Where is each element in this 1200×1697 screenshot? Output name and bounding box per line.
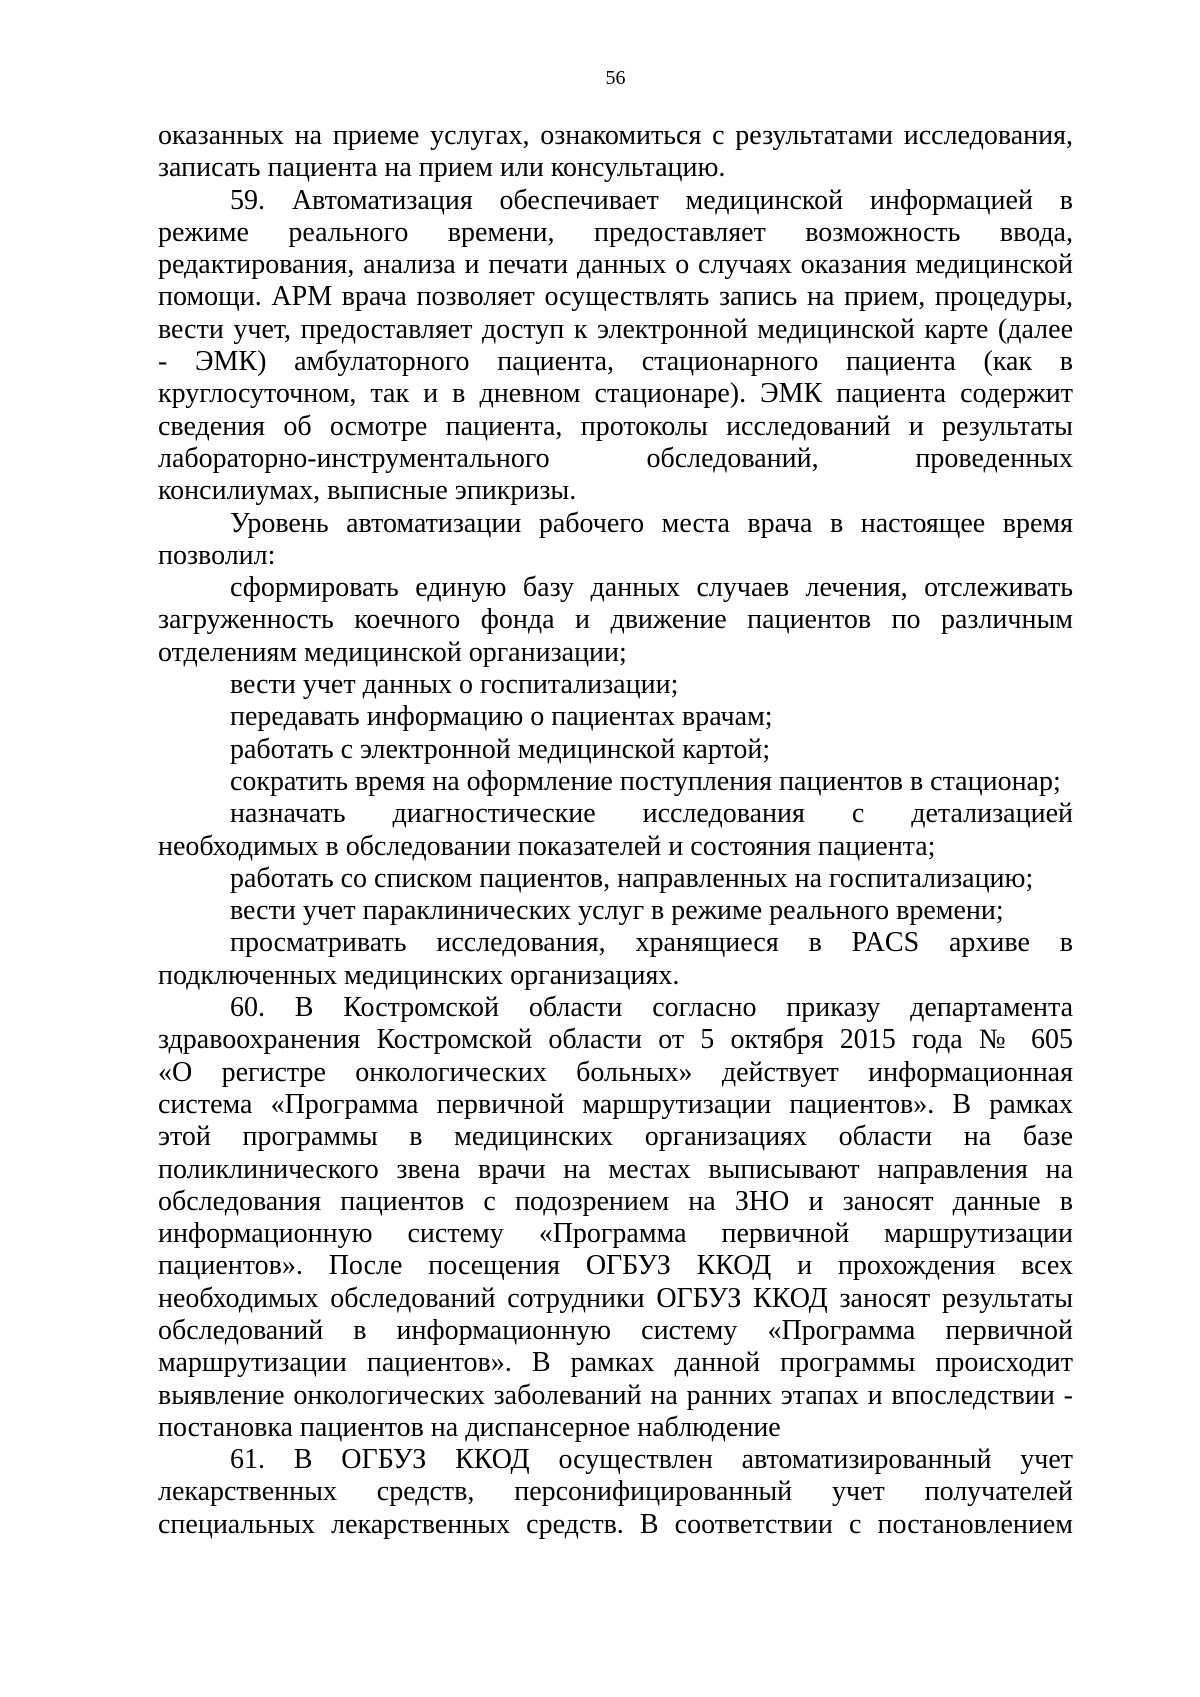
text-line: необходимых в обследовании показателей и состояния пациента;	[158, 830, 936, 862]
text-line: работать с электронной медицинской картой;	[230, 733, 771, 765]
text-line: 60. В Костромской области согласно приказу департамента	[230, 992, 1073, 1024]
text-line: работать со списком пациентов, направленных на госпитализацию;	[230, 862, 1034, 894]
text-line: необходимых обследований сотрудники ОГБУЗ ККОД заносят результаты	[158, 1282, 1073, 1314]
text-line: оказанных на приеме услугах, ознакомиться с результатами исследования,	[158, 120, 1073, 151]
text-line: просматривать исследования, хранящиеся в PACS архиве в	[230, 927, 1073, 959]
text-line: Уровень автоматизации рабочего места врача в настоящее время	[230, 507, 1073, 539]
text-line: информационную систему «Программа первичной маршрутизации	[158, 1218, 1073, 1250]
text-line: 61. В ОГБУЗ ККОД осуществлен автоматизированный учет	[230, 1444, 1073, 1476]
text-line: редактирования, анализа и печати данных о случаях оказания медицинской	[158, 249, 1073, 281]
text-line: этой программы в медицинских организациях области на базе	[158, 1121, 1073, 1153]
text-line: постановка пациентов на диспансерное наблюдение	[158, 1411, 781, 1443]
text-line: здравоохранения Костромской области от 5 октября 2015 года № 605	[158, 1024, 1073, 1056]
text-line: назначать диагностические исследования с детализацией	[230, 798, 1073, 830]
text-line: помощи. АРМ врача позволяет осуществлять запись на прием, процедуры,	[158, 281, 1073, 313]
text-line: режиме реального времени, предоставляет возможность ввода,	[158, 216, 1073, 248]
text-line: выявление онкологических заболеваний на ранних этапах и впоследствии -	[158, 1379, 1073, 1411]
text-line: вести учет параклинических услуг в режиме реального времени;	[230, 895, 1004, 927]
text-line: загруженность коечного фонда и движение пациентов по различным	[158, 604, 1073, 636]
text-line: - ЭМК) амбулаторного пациента, стационарного пациента (как в	[158, 346, 1073, 378]
text-line: обследования пациентов с подозрением на ЗНО и заносят данные в	[158, 1185, 1073, 1217]
text-line: обследований в информационную систему «Программа первичной	[158, 1314, 1073, 1346]
text-line: круглосуточном, так и в дневном стационаре). ЭМК пациента содержит	[158, 378, 1073, 410]
text-line: позволил:	[158, 539, 276, 571]
text-line: «О регистре онкологических больных» действует информационная	[158, 1056, 1073, 1088]
text-line: лабораторно-инструментального обследований, проведенных	[158, 442, 1073, 474]
text-line: система «Программа первичной маршрутизации пациентов». В рамках	[158, 1088, 1073, 1120]
text-line: поликлинического звена врачи на местах выписывают направления на	[158, 1153, 1073, 1185]
page-number: 56	[605, 67, 626, 89]
text-line: подключенных медицинских организациях.	[158, 959, 680, 991]
text-line: передавать информацию о пациентах врачам;	[230, 701, 773, 733]
text-line: вести учет, предоставляет доступ к электронной медицинской карте (далее	[158, 313, 1073, 345]
text-line: отделениям медицинской организации;	[158, 636, 627, 668]
text-line: лекарственных средств, персонифицированный учет получателей	[158, 1476, 1073, 1508]
text-line: консилиумах, выписные эпикризы.	[158, 475, 577, 507]
text-line: 59. Автоматизация обеспечивает медицинской информацией в	[230, 184, 1073, 216]
text-line: специальных лекарственных средств. В соответствии с постановлением	[158, 1508, 1073, 1540]
text-line: сведения об осмотре пациента, протоколы исследований и результаты	[158, 410, 1073, 442]
text-line: вести учет данных о госпитализации;	[230, 669, 679, 701]
body-text	[158, 120, 1073, 1541]
text-line: пациентов». После посещения ОГБУЗ ККОД и прохождения всех	[158, 1250, 1073, 1282]
text-line: записать пациента на прием или консультацию.	[158, 152, 726, 184]
text-line: сократить время на оформление поступления пациентов в стационар;	[230, 765, 1061, 797]
text-line: сформировать единую базу данных случаев лечения, отслеживать	[230, 572, 1073, 604]
document-page	[158, 64, 1073, 1541]
text-line: маршрутизации пациентов». В рамках данной программы происходит	[158, 1347, 1073, 1379]
